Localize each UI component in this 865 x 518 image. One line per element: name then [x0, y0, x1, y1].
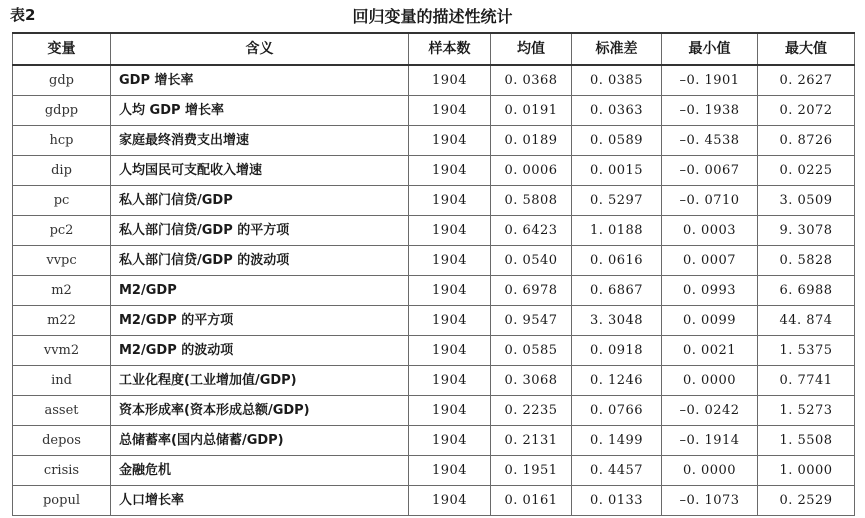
cell-std-dev: 0. 0133 [572, 486, 662, 516]
table-row [13, 156, 855, 186]
cell-min: 0. 0000 [662, 366, 758, 396]
cell-sample-size: 1904 [409, 276, 491, 306]
cell-mean: 0. 5808 [491, 186, 572, 216]
cell-min: –0. 0067 [662, 156, 758, 186]
cell-variable: popul [13, 486, 111, 516]
cell-std-dev: 0. 0385 [572, 65, 662, 96]
cell-sample-size: 1904 [409, 426, 491, 456]
table-row [13, 65, 855, 96]
cell-mean: 0. 6978 [491, 276, 572, 306]
cell-max: 0. 2627 [758, 65, 855, 96]
cell-variable: crisis [13, 456, 111, 486]
cell-std-dev: 0. 0766 [572, 396, 662, 426]
cell-mean: 0. 0189 [491, 126, 572, 156]
cell-sample-size: 1904 [409, 366, 491, 396]
cell-variable: asset [13, 396, 111, 426]
cell-variable: ind [13, 366, 111, 396]
cell-mean: 0. 0585 [491, 336, 572, 366]
descriptive-statistics-table [12, 32, 855, 516]
cell-meaning: M2/GDP 的平方项 [111, 306, 409, 336]
cell-min: 0. 0000 [662, 456, 758, 486]
cell-meaning: 私人部门信贷/GDP [111, 186, 409, 216]
cell-meaning: 金融危机 [111, 456, 409, 486]
cell-sample-size: 1904 [409, 216, 491, 246]
cell-meaning: 工业化程度(工业增加值/GDP) [111, 366, 409, 396]
cell-min: –0. 0242 [662, 396, 758, 426]
table-row [13, 186, 855, 216]
cell-std-dev: 0. 0616 [572, 246, 662, 276]
cell-mean: 0. 2235 [491, 396, 572, 426]
header-std-dev: 标准差 [572, 33, 662, 65]
cell-std-dev: 1. 0188 [572, 216, 662, 246]
header-sample-size: 样本数 [409, 33, 491, 65]
table-row [13, 216, 855, 246]
cell-mean: 0. 9547 [491, 306, 572, 336]
table-row [13, 276, 855, 306]
table-row [13, 366, 855, 396]
table-row [13, 456, 855, 486]
cell-meaning: 私人部门信贷/GDP 的波动项 [111, 246, 409, 276]
cell-sample-size: 1904 [409, 246, 491, 276]
table-row [13, 396, 855, 426]
cell-std-dev: 0. 0363 [572, 96, 662, 126]
cell-meaning: 人口增长率 [111, 486, 409, 516]
cell-std-dev: 0. 0015 [572, 156, 662, 186]
cell-variable: pc [13, 186, 111, 216]
cell-meaning: 人均 GDP 增长率 [111, 96, 409, 126]
cell-mean: 0. 0191 [491, 96, 572, 126]
header-meaning: 含义 [111, 33, 409, 65]
cell-max: 6. 6988 [758, 276, 855, 306]
cell-mean: 0. 3068 [491, 366, 572, 396]
cell-sample-size: 1904 [409, 396, 491, 426]
cell-variable: gdpp [13, 96, 111, 126]
table-row [13, 306, 855, 336]
cell-mean: 0. 0161 [491, 486, 572, 516]
cell-variable: vvpc [13, 246, 111, 276]
cell-meaning: 资本形成率(资本形成总额/GDP) [111, 396, 409, 426]
header-mean: 均值 [491, 33, 572, 65]
cell-min: –0. 0710 [662, 186, 758, 216]
cell-min: –0. 1938 [662, 96, 758, 126]
cell-std-dev: 0. 5297 [572, 186, 662, 216]
table-title: 回归变量的描述性统计 [352, 7, 513, 26]
cell-max: 0. 2529 [758, 486, 855, 516]
cell-max: 0. 2072 [758, 96, 855, 126]
cell-max: 0. 8726 [758, 126, 855, 156]
header-min: 最小值 [662, 33, 758, 65]
cell-std-dev: 0. 0918 [572, 336, 662, 366]
cell-std-dev: 3. 3048 [572, 306, 662, 336]
cell-std-dev: 0. 0589 [572, 126, 662, 156]
cell-max: 1. 5508 [758, 426, 855, 456]
cell-mean: 0. 6423 [491, 216, 572, 246]
cell-min: 0. 0007 [662, 246, 758, 276]
cell-sample-size: 1904 [409, 126, 491, 156]
cell-max: 0. 0225 [758, 156, 855, 186]
cell-min: 0. 0021 [662, 336, 758, 366]
cell-variable: depos [13, 426, 111, 456]
cell-variable: vvm2 [13, 336, 111, 366]
cell-meaning: 私人部门信贷/GDP 的平方项 [111, 216, 409, 246]
cell-max: 1. 5273 [758, 396, 855, 426]
cell-std-dev: 0. 1499 [572, 426, 662, 456]
cell-variable: dip [13, 156, 111, 186]
cell-mean: 0. 0368 [491, 65, 572, 96]
cell-mean: 0. 1951 [491, 456, 572, 486]
cell-sample-size: 1904 [409, 306, 491, 336]
cell-meaning: M2/GDP 的波动项 [111, 336, 409, 366]
table-caption [0, 0, 865, 28]
cell-max: 1. 5375 [758, 336, 855, 366]
cell-variable: m2 [13, 276, 111, 306]
cell-max: 1. 0000 [758, 456, 855, 486]
cell-meaning: M2/GDP [111, 276, 409, 306]
cell-variable: m22 [13, 306, 111, 336]
cell-mean: 0. 0540 [491, 246, 572, 276]
cell-max: 0. 5828 [758, 246, 855, 276]
table-header-row [13, 33, 855, 65]
cell-sample-size: 1904 [409, 156, 491, 186]
cell-std-dev: 0. 1246 [572, 366, 662, 396]
cell-meaning: 人均国民可支配收入增速 [111, 156, 409, 186]
cell-max: 44. 874 [758, 306, 855, 336]
header-max: 最大值 [758, 33, 855, 65]
cell-min: –0. 1914 [662, 426, 758, 456]
cell-sample-size: 1904 [409, 336, 491, 366]
cell-meaning: 家庭最终消费支出增速 [111, 126, 409, 156]
table-body [13, 65, 855, 516]
cell-sample-size: 1904 [409, 486, 491, 516]
table-row [13, 486, 855, 516]
cell-variable: pc2 [13, 216, 111, 246]
cell-std-dev: 0. 6867 [572, 276, 662, 306]
cell-mean: 0. 2131 [491, 426, 572, 456]
table-row [13, 126, 855, 156]
cell-max: 9. 3078 [758, 216, 855, 246]
cell-sample-size: 1904 [409, 96, 491, 126]
cell-min: 0. 0099 [662, 306, 758, 336]
table-row [13, 336, 855, 366]
cell-min: –0. 1901 [662, 65, 758, 96]
header-variable: 变量 [13, 33, 111, 65]
table-row [13, 246, 855, 276]
cell-min: –0. 1073 [662, 486, 758, 516]
cell-mean: 0. 0006 [491, 156, 572, 186]
cell-min: 0. 0003 [662, 216, 758, 246]
cell-variable: gdp [13, 65, 111, 96]
table-row [13, 96, 855, 126]
cell-std-dev: 0. 4457 [572, 456, 662, 486]
cell-meaning: GDP 增长率 [111, 65, 409, 96]
cell-meaning: 总储蓄率(国内总储蓄/GDP) [111, 426, 409, 456]
cell-max: 3. 0509 [758, 186, 855, 216]
cell-sample-size: 1904 [409, 456, 491, 486]
cell-sample-size: 1904 [409, 186, 491, 216]
table-label: 表2 [10, 6, 36, 24]
cell-variable: hcp [13, 126, 111, 156]
cell-max: 0. 7741 [758, 366, 855, 396]
table-row [13, 426, 855, 456]
cell-min: –0. 4538 [662, 126, 758, 156]
cell-min: 0. 0993 [662, 276, 758, 306]
cell-sample-size: 1904 [409, 65, 491, 96]
